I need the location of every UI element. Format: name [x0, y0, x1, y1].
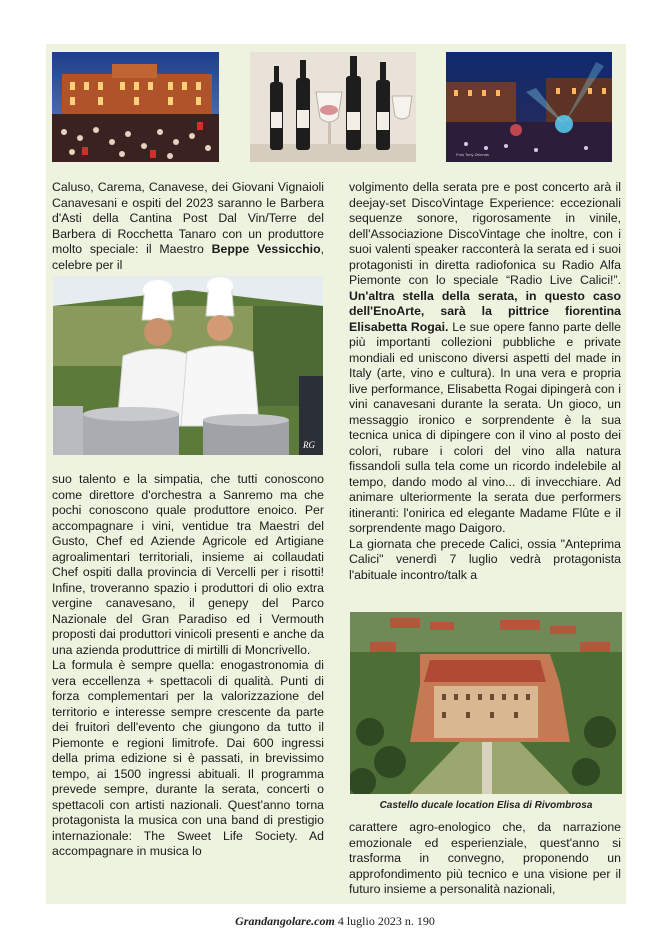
right-paragraph-3: carattere agro-enologico che, da narrazione emozionale ed esperienziale, quest'anno si trasforma in convegno, proponendo un approfondimento più tecnico e una visione per il futuro insieme a personalità nazionali,	[349, 820, 621, 896]
castle-aerial-photo	[350, 612, 622, 794]
left-column-bottom	[52, 472, 324, 860]
castle-night-crowd-image	[52, 52, 219, 162]
photo-caption: Castello ducale location Elisa di Rivombrosa	[379, 800, 593, 811]
left-paragraph-1	[52, 180, 324, 273]
photo-credit: Foto Tony Zeinnas	[456, 152, 489, 157]
text-run: volgimento della serata pre e post concerto arà il deejay-set DiscoVintage Experience: eccezionali sequenze sonore, rigorosamente in vinile, dell'Associazione DiscoVintage che inoltre, con i suoi valenti speaker racconterà la serata ed i suoi protagonisti in diretta radiofonica su Radio Alfa Piemonte con lo speciale “Radio Live Calici!”.	[349, 180, 621, 287]
footer-issue: 4 luglio 2023 n. 190	[334, 914, 435, 928]
text-run: Caluso, Carema, Canavese, dei Giovani Vignaioli Canavesani e ospiti del 2023 saranno le Barbera d'Asti della Cantina Post Dal Vin/Terre del Barbera di Rocchetta Tanaro con un produttore molto speciale: il Maestro	[52, 180, 324, 256]
left-column-top	[52, 180, 324, 273]
right-paragraph-1	[349, 180, 621, 537]
left-paragraph-3: La formula è sempre quella: enogastronomia di vera eccellenza + spettacoli di qualità. Punti di forza complementari per la valorizzazione del territorio e interesse sempre crescente da parte dei fruitori dell'evento che giungono da tutto il Piemonte e regioni limitrofe. Dai 600 ingressi della prima edizione si è passati, in brevissimo tempo, ai 1500 ingressi abituali. Il programma prevede sempre, durante la serata, concerti o spettacoli con artisti nazionali. Quest'anno torna protagonista la musica con una band di prestigio internazionale: The Sweet Life Society. Ad accompagnare in musica lo	[52, 658, 324, 858]
castle-aerial-image	[350, 612, 622, 794]
right-paragraph-2: La giornata che precede Calici, ossia "Anteprima Calici" venerdì 7 luglio vedrà protagonista l'abituale incontro/talk a	[349, 536, 621, 582]
bold-highlight: Un'altra stella della serata, in questo caso dell'EnoArte, sarà la pittrice fiorentina Elisabetta Rogai.	[349, 288, 621, 334]
castle-night-crowd-photo	[52, 52, 219, 162]
photo-logo: RG	[303, 440, 315, 450]
night-square-stage-photo	[446, 52, 612, 162]
page-footer	[0, 914, 670, 929]
footer-brand[interactable]: Grandangolare.com	[235, 914, 335, 928]
right-column-bottom	[349, 820, 621, 898]
wine-bottles-image	[250, 52, 416, 162]
left-paragraph-2: suo talento e la simpatia, che tutti conoscono come direttore d'orchestra a Sanremo ma che pochi conoscono quale produttore enoico. Per accompagnare i vini, ventidue tra Maestri del Gusto, Chef ed Aziende Agricole ed Artigiane agroalimentari territoriali, insieme ai collaudati Chef ospiti dalla provincia di Vercelli per i risotti! Infine, troveranno spazio i produttori di olio extra vergine canavesano, il genepy del Parco Nazionale del Gran Paradiso ed i Vermouth proposti dai produttori vinicoli presenti e anche da una azienda produttrice di mirtilli di Moncrivello.	[52, 472, 324, 657]
text-run: Le sue opere fanno parte delle più importanti collezioni pubbliche e private mondiali ed uniscono diversi aspetti del made in Italy (arte, vino e cultura). In una vera e propria live performance, Elisabetta Rogai dipingerà con i vini canavesani durante la serata. Un gioco, un messaggio ironico e sorprendente è la sua tecnica unica di dipingere con il vino al posto dei colori, rubare i colori del vino alla natura fissandoli sulla tela come un ricordo indelebile al tempo, dando modo al vino... di invecchiare. Ad animare ulteriormente la serata due performers itineranti: l'onirica ed elegante Madame Flûte e il sorprendente mago Daigoro.	[349, 319, 621, 535]
wine-bottles-photo	[250, 52, 416, 162]
right-column-top	[349, 180, 621, 583]
chefs-cooking-photo	[53, 276, 323, 455]
night-square-stage-image	[446, 52, 612, 162]
text-run: , celebre per il	[52, 242, 325, 272]
bold-name: Beppe Vessicchio	[211, 242, 321, 256]
chefs-cooking-image	[53, 276, 323, 455]
